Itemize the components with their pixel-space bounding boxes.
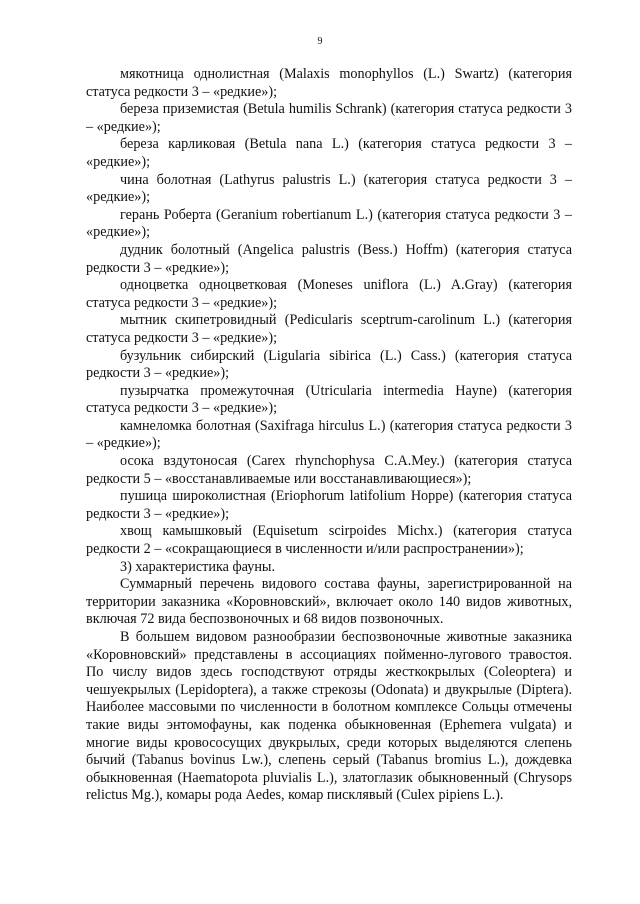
fauna-paragraph-invertebrates: В большем видовом разнообразии беспозвоночные животные заказника «Коровновский» представлены в ассоциациях пойменно-лугового травостоя. По числу видов здесь господствуют отряды жесткокрылых (Coleoptera) и чешуекрылых (Lepidoptera), а также стрекозы (Odonata) и двукрылые (Diptera). Наиболее массовыми по численности в болотном комплексе Сольцы отмечены такие виды энтомофауны, как поденка обыкновенная (Ephemera vulgata) и многие виды кровососущих двукрылых, среди которых выделяются слепень бычий (Tabanus bovinus Lw.), слепень серый (Tabanus bromius L.), дождевка обыкновенная (Haematopota pluvialis L.), златоглазик обыкновенный (Chrysops relictus Mg.), комары рода Aedes, комар писклявый (Culex pipiens L.). [86,629,572,804]
species-list-item: герань Роберта (Geranium robertianum L.) (категория статуса редкости 3 – «редкие»); [86,206,572,241]
species-list-item: мякотница однолистная (Malaxis monophyllos (L.) Swartz) (категория статуса редкости 3 – «редкие»); [86,66,572,100]
species-list-item: мытник скипетровидный (Pedicularis sceptrum-carolinum L.) (категория статуса редкости 3 – «редкие»); [86,312,572,346]
species-list-item: осока вздутоносая (Carex rhynchophysa C.A.Mey.) (категория статуса редкости 5 – «восстанавливаемые или восстанавливающиеся»); [86,453,572,487]
page-number: 9 [317,36,323,47]
species-list-item: хвощ камышковый (Equisetum scirpoides Michx.) (категория статуса редкости 2 – «сокращающиеся в численности и/или распространении»); [86,523,572,558]
fauna-paragraph-summary: Суммарный перечень видового состава фауны, зарегистрированной на территории заказника «Коровновский», включает около 140 видов животных, включая 72 вида беспозвоночных и 68 видов позвоночных. [86,576,572,628]
species-list-item: камнеломка болотная (Saxifraga hirculus L.) (категория статуса редкости 3 – «редкие»); [86,417,572,452]
species-list-item: береза приземистая (Betula humilis Schrank) (категория статуса редкости 3 – «редкие»); [86,101,572,135]
species-list-item: береза карликовая (Betula nana L.) (категория статуса редкости 3 – «редкие»); [86,136,572,170]
section-heading-fauna: 3) характеристика фауны. [120,558,275,575]
species-list-item: одноцветка одноцветковая (Moneses uniflora (L.) A.Gray) (категория статуса редкости 3 – «редкие»); [86,277,572,311]
species-list-item: пушица широколистная (Eriophorum latifolium Hoppe) (категория статуса редкости 3 – «редкие»); [86,488,572,522]
species-list-item: пузырчатка промежуточная (Utricularia intermedia Hayne) (категория статуса редкости 3 – «редкие»); [86,382,572,417]
species-list-item: бузульник сибирский (Ligularia sibirica (L.) Cass.) (категория статуса редкости 3 – «редкие»); [86,347,572,382]
species-list-item: чина болотная (Lathyrus palustris L.) (категория статуса редкости 3 – «редкие»); [86,171,572,206]
species-list-item: дудник болотный (Angelica palustris (Bess.) Hoffm) (категория статуса редкости 3 – «редкие»); [86,241,572,276]
document-body [86,66,572,805]
